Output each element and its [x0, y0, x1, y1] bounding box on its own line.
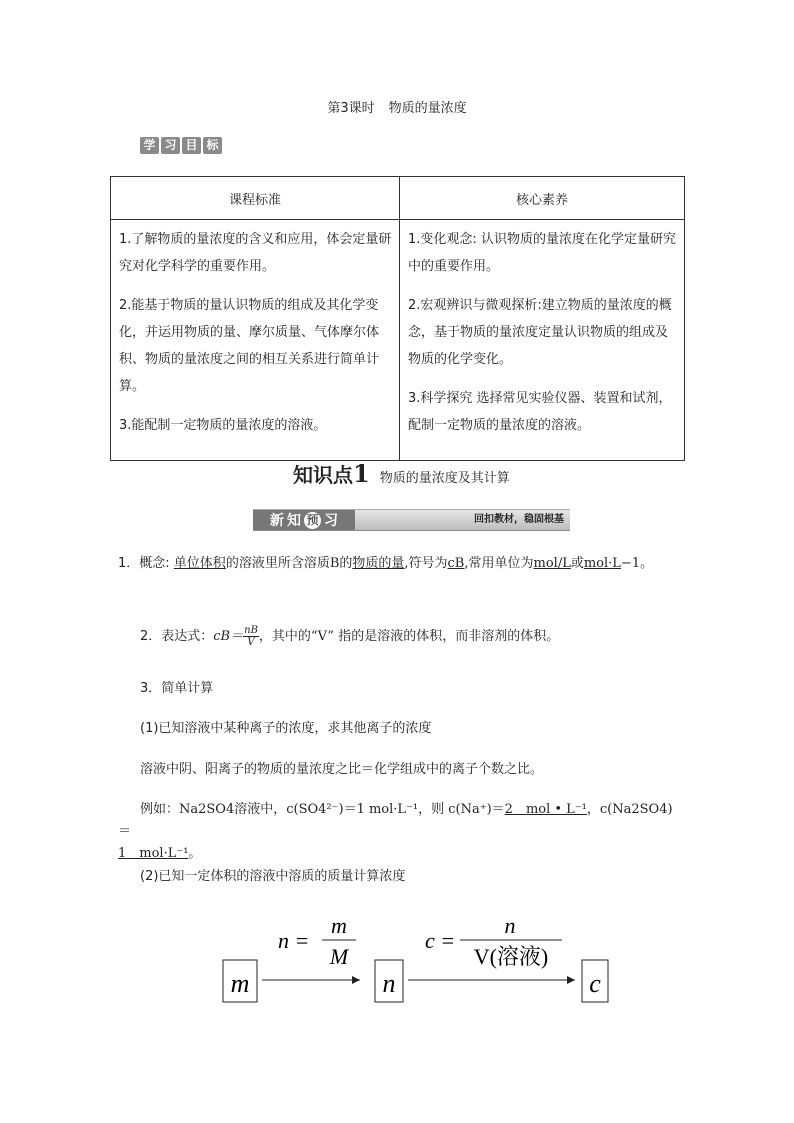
literacy-item	[408, 292, 678, 373]
example-tail: 。	[188, 846, 202, 861]
literacy-text: 建立物质的量浓度的概念，基于物质的量浓度定量认识物质的组成及物质的化学变化。	[408, 298, 672, 367]
calc-sub-heading-2: (2)已知一定体积的溶液中溶质的质量计算浓度	[140, 869, 406, 884]
standard-item: 1.了解物质的量浓度的含义和应用，体会定量研究对化学科学的重要作用。	[119, 232, 392, 274]
box-c-label: c	[589, 969, 601, 998]
box-m-label: m	[230, 969, 250, 998]
col1-header: 课程标准	[111, 177, 400, 220]
knowledge-point-number: 1	[353, 459, 370, 488]
banner-label	[253, 510, 355, 530]
formula-1-numerator: m	[331, 913, 347, 938]
standard-item: 3.能配制一定物质的量浓度的溶液。	[119, 418, 327, 433]
expression-lhs: cB＝	[213, 629, 244, 644]
fraction-denominator: V	[247, 637, 255, 648]
expression-lead: 2．表达式：	[140, 629, 214, 644]
col2-header: 核心素养	[400, 177, 685, 220]
fraction-numerator: nB	[244, 625, 258, 636]
concept-paragraph	[118, 553, 683, 575]
banner-char: 习	[324, 513, 338, 529]
literacy-text: 认识物质的量浓度在化学定量研究中的重要作用。	[408, 232, 676, 274]
concept-text: 或	[570, 556, 584, 571]
fraction	[243, 625, 259, 648]
badge-char: 目	[182, 137, 201, 154]
badge-char: 习	[161, 137, 180, 154]
expression-tail: ，其中的“V” 指的是溶液的体积，而非溶剂的体积。	[258, 629, 560, 644]
answer-blank: 单位体积	[173, 556, 226, 571]
concept-text: 的溶液里所含溶质B的	[225, 556, 353, 571]
formula-2-numerator: n	[504, 913, 516, 938]
answer-blank: mol·L	[583, 556, 621, 571]
arrowhead-1	[352, 976, 360, 984]
example-paragraph	[118, 799, 683, 865]
answer-blank: cB	[447, 556, 465, 571]
literacy-label: 1.变化观念:	[408, 232, 477, 247]
knowledge-point-label: 知识点	[293, 463, 353, 487]
preview-banner	[253, 509, 570, 531]
formula-1-lhs: n =	[278, 928, 310, 953]
formula-2-denominator: V(溶液)	[473, 944, 549, 969]
arrowhead-2	[567, 976, 575, 984]
banner-char-highlight: 预	[304, 512, 321, 529]
lesson-topic: 物质的量浓度	[388, 101, 467, 116]
literacy-text: 选择常见实验仪器、装置和试剂，配制一定物质的量浓度的溶液。	[408, 391, 672, 433]
conversion-diagram	[210, 900, 630, 1010]
banner-char: 知	[287, 513, 301, 529]
answer-blank: 物质的量	[352, 556, 405, 571]
literacy-item	[408, 226, 678, 280]
example-mid: ，c(Na2SO4)＝	[118, 802, 673, 839]
answer-blank: 2 mol • L⁻¹	[504, 802, 587, 817]
concept-lead: 1．概念:	[118, 556, 174, 571]
calc-sub-heading-1: (1)已知溶液中某种离子的浓度，求其他离子的浓度	[140, 721, 432, 736]
core-literacy-cell	[400, 220, 685, 461]
formula-2-lhs: c =	[425, 928, 456, 953]
standard-item: 2.能基于物质的量认识物质的组成及其化学变化，并运用物质的量、摩尔质量、气体摩尔体积、物质的量浓度之间的相互关系进行简单计算。	[119, 298, 380, 394]
badge-char: 学	[140, 137, 159, 154]
knowledge-point-heading	[293, 459, 510, 488]
banner-char: 新	[270, 513, 284, 529]
example-lead: 例如：Na2SO4溶液中，c(SO4²⁻)＝1 mol·L⁻¹，则 c(Na⁺)＝	[140, 802, 505, 817]
literacy-item	[408, 385, 678, 439]
knowledge-point-subtitle: 物质的量浓度及其计算	[379, 471, 510, 486]
literacy-label: 3.科学探究	[408, 391, 473, 406]
course-standards-cell	[111, 220, 400, 461]
expression-paragraph	[140, 625, 705, 648]
answer-blank: mol/L	[533, 556, 571, 571]
ratio-rule: 溶液中阴、阳离子的物质的量浓度之比＝化学组成中的离子个数之比。	[140, 762, 544, 777]
page-title	[0, 97, 794, 116]
lesson-label: 第3课时	[327, 101, 375, 116]
calc-heading: 3．简单计算	[140, 681, 214, 696]
box-n-label: n	[382, 969, 396, 998]
goals-table	[110, 176, 685, 461]
concept-text: ,常用单位为	[464, 556, 534, 571]
answer-blank: 1 mol·L⁻¹	[118, 846, 189, 861]
badge-char: 标	[203, 137, 222, 154]
learning-goals-badge	[140, 137, 222, 154]
formula-1-denominator: M	[329, 944, 349, 969]
concept-text: −1。	[620, 556, 654, 571]
banner-motto: 回扣教材，稳固根基	[474, 514, 564, 525]
literacy-label: 2.宏观辨识与微观探析:	[408, 298, 542, 313]
concept-text: ,符号为	[404, 556, 448, 571]
